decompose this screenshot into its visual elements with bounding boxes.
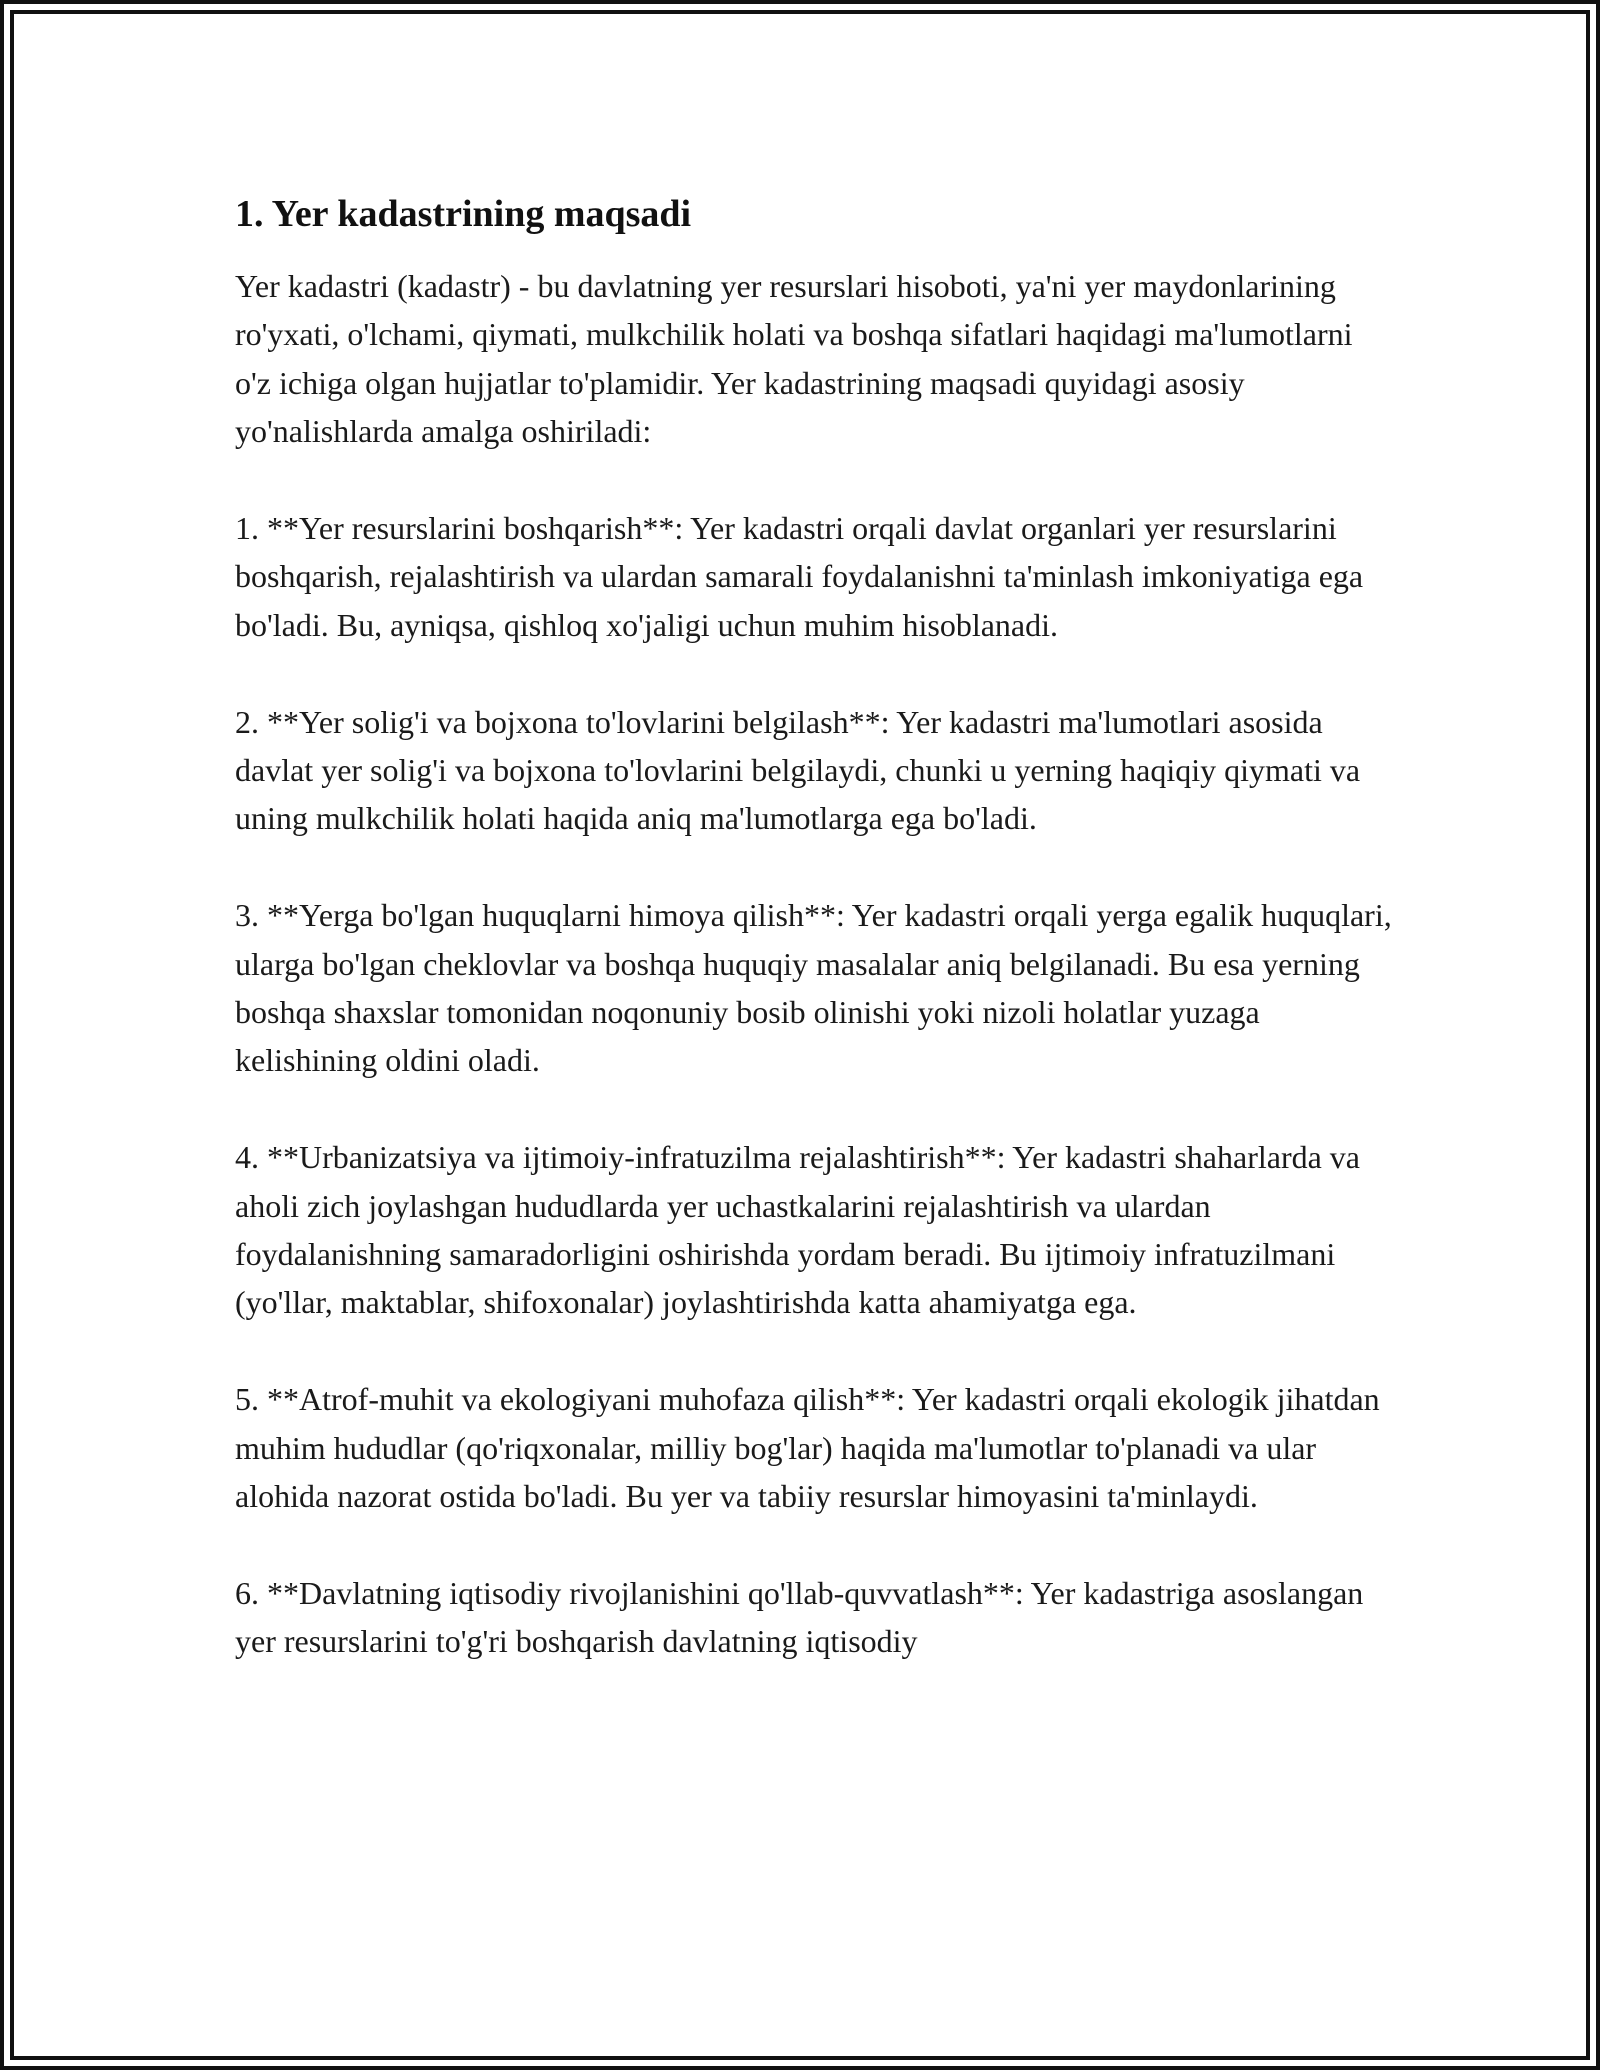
list-item: 2. **Yer solig'i va bojxona to'lovlarini belgilash**: Yer kadastri ma'lumotlari asosida davlat yer solig'i va bojxona to'lovlarini belgilaydi, chunki u yerning haqiqiy qiymati va uning mulkchilik holati haqida aniq ma'lumotlarga ega bo'ladi. xyxy=(235,703,1361,837)
list-item: 1. **Yer resurslarini boshqarish**: Yer kadastri orqali davlat organlari yer resurslarini boshqarish, rejalashtirish va ulardan samarali foydalanishni ta'minlash imkoniyatiga ega bo'ladi. Bu, ayniqsa, qishloq xo'jaligi uchun muhim hisoblanadi. xyxy=(235,510,1364,643)
list-item: 5. **Atrof-muhit va ekologiyani muhofaza qilish**: Yer kadastri orqali ekologik jihatdan muhim hududlar (qo'riqxonalar, milliy bog'lar) haqida ma'lumotlar to'planadi va ular alohida nazorat ostida bo'ladi. Bu yer va tabiiy resurslar himoyasini ta'minlaydi. xyxy=(235,1381,1380,1515)
intro-paragraph: Yer kadastri (kadastr) - bu davlatning yer resurslari hisoboti, ya'ni yer maydonlarining ro'yxati, o'lchami, qiymati, mulkchilik holati va boshqa sifatlari haqidagi ma'lumotlarni o'z ichiga olgan hujjatlar to'plamidir. Yer kadastrining maqsadi quyidagi asosiy yo'nalishlarda amalga oshiriladi: xyxy=(235,268,1353,450)
list-item: 6. **Davlatning iqtisodiy rivojlanishini qo'llab-quvvatlash**: Yer kadastriga asoslangan yer resurslarini to'g'ri boshqarish davlatning iqtisodiy xyxy=(235,1574,1364,1660)
list-item: 3. **Yerga bo'lgan huquqlarni himoya qilish**: Yer kadastri orqali yerga egalik huquqlari, ularga bo'lgan cheklovlar va boshqa huquqiy masalalar aniq belgilanadi. Bu esa yerning boshqa shaxslar tomonidan noqonuniy bosib olinishi yoki nizoli holatlar yuzaga kelishining oldini oladi. xyxy=(235,897,1392,1079)
list-item: 4. **Urbanizatsiya va ijtimoiy-infratuzilma rejalashtirish**: Yer kadastri shaharlarda va aholi zich joylashgan hududlarda yer uchastkalarini rejalashtirish va ulardan foydalanishning samaradorligini oshirishda yordam beradi. Bu ijtimoiy infratuzilmani (yo'llar, maktablar, shifoxonalar) joylashtirishda katta ahamiyatga ega. xyxy=(235,1139,1360,1321)
document-body xyxy=(235,186,1395,1666)
section-heading: 1. Yer kadastrining maqsadi xyxy=(235,193,692,235)
